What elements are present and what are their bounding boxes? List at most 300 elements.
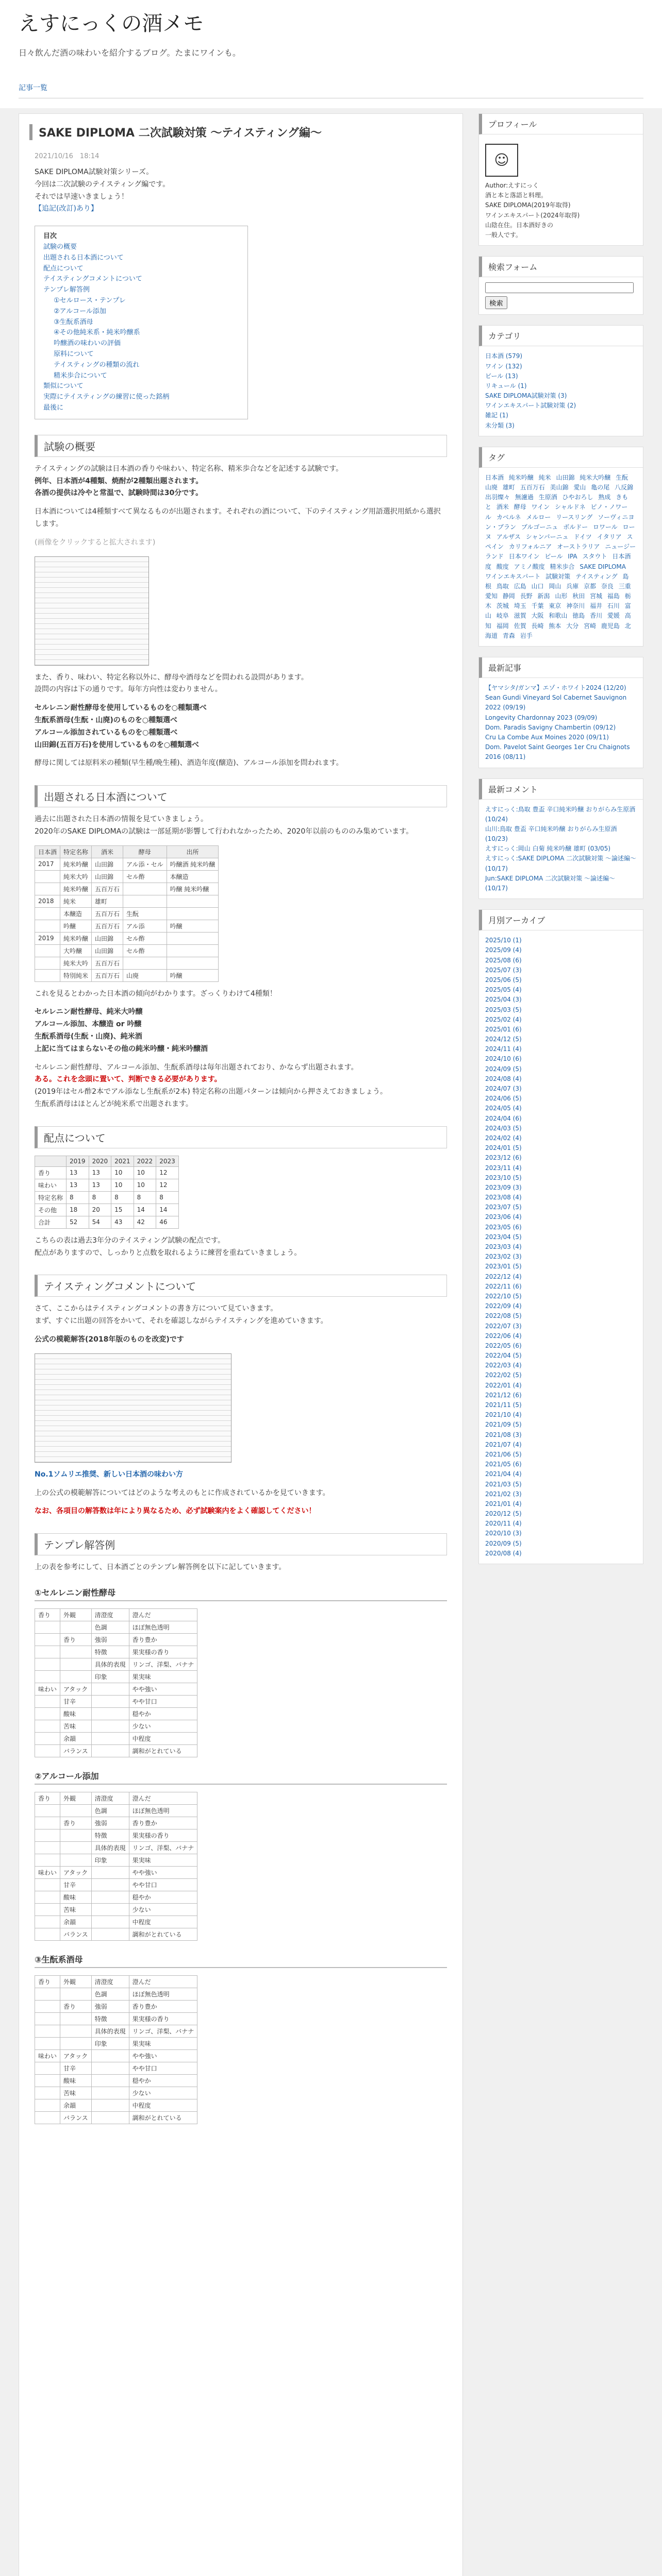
tag-link[interactable]: ローヌ <box>485 523 635 540</box>
table-cell: 生酛 <box>123 907 167 920</box>
archive-link[interactable]: 2022/12 (4) <box>485 1273 522 1280</box>
tag-link[interactable]: シャンパーニュ <box>525 533 569 540</box>
tag-link[interactable]: ソーヴィニヨン・ブラン <box>485 513 635 531</box>
tag-link[interactable]: 徳島 <box>572 612 585 620</box>
tag-link[interactable]: 八反錦 <box>615 484 634 491</box>
tag-link[interactable]: 長野 <box>520 592 533 600</box>
table-cell: 甘辛 <box>60 1879 92 1891</box>
tag-link[interactable]: 大阪 <box>531 612 544 620</box>
table-cell <box>167 957 219 969</box>
comment-link[interactable]: えすにっく:鳥取 豊盃 辛口純米吟醸 おりがらみ生原酒 (10/24) <box>485 805 636 823</box>
text: 配点がありますので、しっかりと点数を取れるように練習を重ねていきましょう。 <box>35 1248 302 1257</box>
table-cell <box>60 2025 92 2038</box>
tag-link[interactable]: 兵庫 <box>566 582 579 590</box>
table-cell: 色調 <box>91 1621 129 1634</box>
archive-link[interactable]: 2025/02 (4) <box>485 1015 522 1023</box>
tag-link[interactable]: ワインエキスパート <box>485 572 541 580</box>
tag-link[interactable]: 山口 <box>531 582 544 590</box>
table-cell: 14 <box>134 1204 156 1216</box>
table-cell: 10 <box>134 1179 156 1191</box>
archive-link[interactable]: 2025/10 (1) <box>485 937 522 944</box>
toc-item[interactable]: 実際にテイスティングの練習に使った銘柄 <box>43 393 170 401</box>
table-cell: バランス <box>60 2112 92 2124</box>
archive-link[interactable]: 2021/04 (4) <box>485 1470 522 1478</box>
table-cell: 苦味 <box>60 2087 92 2099</box>
table-row <box>35 1166 179 1179</box>
archive-link[interactable]: 2025/09 (4) <box>485 946 522 954</box>
tag-link[interactable]: 生原酒 <box>538 494 557 501</box>
archive-link[interactable]: 2021/05 (6) <box>485 1461 522 1468</box>
table-cell: 2019 <box>35 932 60 944</box>
table-cell: 大吟醸 <box>60 944 92 957</box>
model-answer-image[interactable] <box>35 1353 231 1463</box>
toc-subitem[interactable]: 吟醸酒の味わいの評価 <box>54 340 121 348</box>
table-row <box>35 1696 197 1708</box>
archive-link[interactable]: 2022/03 (4) <box>485 1362 522 1369</box>
toc-item[interactable]: 類似について <box>43 382 84 391</box>
text: 2020年のSAKE DIPLOMAの試験は一部延期が影響して行われなかったため、2020年以前のもののみ集めています。 <box>35 827 413 836</box>
table-cell: ほぼ無色透明 <box>129 1988 197 2001</box>
widget-title: 月別アーカイブ <box>479 910 643 930</box>
tag-link[interactable]: カベルネ <box>496 513 521 521</box>
table-cell: 五百万石 <box>92 969 123 981</box>
tag-link[interactable]: 無濾過 <box>515 494 534 501</box>
table-cell <box>35 1854 60 1867</box>
archive-link[interactable]: 2020/08 (4) <box>485 1549 522 1557</box>
table-cell <box>35 1621 60 1634</box>
archive-link[interactable]: 2022/04 (5) <box>485 1352 522 1360</box>
toc-item[interactable]: 最後に <box>43 403 64 412</box>
tag-link[interactable]: 熟成 <box>598 494 611 501</box>
recent-post-link[interactable]: Longevity Chardonnay 2023 (09/09) <box>485 714 598 721</box>
table-cell: 香り豊か <box>129 1817 197 1829</box>
table-cell <box>35 870 60 883</box>
tag-link[interactable]: きもと <box>485 494 628 511</box>
archive-link[interactable]: 2023/01 (5) <box>485 1263 522 1270</box>
toc-subitem[interactable]: 原料について <box>54 350 94 358</box>
archive-link[interactable]: 2024/07 (3) <box>485 1085 522 1092</box>
tag-link[interactable]: 酵母 <box>514 503 526 511</box>
archive-link[interactable]: 2021/01 (4) <box>485 1500 522 1507</box>
archive-link[interactable]: 2020/12 (5) <box>485 1510 522 1518</box>
archive-link[interactable]: 2024/05 (4) <box>485 1105 522 1112</box>
table-row <box>35 1817 197 1829</box>
archive-link[interactable]: 2022/05 (6) <box>485 1342 522 1349</box>
category-link[interactable]: ワイン (132) <box>485 362 522 370</box>
table-cell <box>35 2075 60 2087</box>
table-cell <box>91 1916 129 1928</box>
archive-link[interactable]: 2023/10 (5) <box>485 1174 522 1181</box>
table-cell <box>60 1805 92 1817</box>
column-header <box>35 1156 67 1166</box>
table-cell: 8 <box>156 1191 179 1204</box>
tag-link[interactable]: カリフォルニア <box>508 543 552 551</box>
table-cell: 少ない <box>129 1720 197 1733</box>
table-cell: 香り <box>35 1166 67 1179</box>
tag-link[interactable]: 愛山 <box>573 484 586 491</box>
tag-link[interactable]: 宮崎 <box>584 622 597 630</box>
table-cell: 山田錦 <box>92 944 123 957</box>
tag-link[interactable]: 美山錦 <box>550 484 569 491</box>
archive-link[interactable]: 2024/02 (4) <box>485 1134 522 1142</box>
toc-item[interactable]: テイスティングコメントについて <box>43 275 142 283</box>
tag-link[interactable]: 岐阜 <box>496 612 509 620</box>
category-link[interactable]: ビール (13) <box>485 372 518 380</box>
table-cell: 強弱 <box>91 1817 129 1829</box>
tag-link[interactable]: スペイン <box>485 533 633 551</box>
table-cell: やや甘口 <box>129 1696 197 1708</box>
archive-link[interactable]: 2023/02 (3) <box>485 1253 522 1261</box>
table-cell: 印象 <box>91 1671 129 1683</box>
tag-link[interactable]: 佐賀 <box>514 622 526 630</box>
table-cell: バランス <box>60 1928 92 1941</box>
tag-link[interactable]: 広島 <box>514 582 526 590</box>
table-cell: 苦味 <box>60 1904 92 1916</box>
tag-link[interactable]: リースリング <box>556 513 593 521</box>
tag-link[interactable]: 新潟 <box>537 592 550 600</box>
tag-link[interactable]: 愛知 <box>485 592 498 600</box>
tag-link[interactable]: 日本酒度 <box>485 553 631 570</box>
tag-link[interactable]: 生酛 <box>616 473 628 481</box>
table-cell <box>35 1891 60 1904</box>
paragraph <box>35 1062 447 1111</box>
archive-link[interactable]: 2025/04 (3) <box>485 996 522 1004</box>
table-cell: 穏やか <box>129 1708 197 1720</box>
archive-link[interactable]: 2022/09 (4) <box>485 1302 522 1310</box>
tag-link[interactable]: 北海道 <box>485 622 631 639</box>
answer-sheet-image[interactable] <box>35 556 149 666</box>
intro-line: 今回は二次試験のテイスティング編です。 <box>35 180 170 189</box>
archive-link[interactable]: 2024/12 (5) <box>485 1036 522 1043</box>
recent-post-link[interactable]: Sean Gundi Vineyard Sol Cabernet Sauvignon 2022 (09/19) <box>485 694 627 711</box>
archive-link[interactable]: 2022/08 (5) <box>485 1312 522 1320</box>
tag-link[interactable]: 宮城 <box>590 592 603 600</box>
table-cell: 酸味 <box>60 2075 92 2087</box>
search-widget <box>478 256 643 315</box>
tag-link[interactable]: 長崎 <box>531 622 544 630</box>
archive-link[interactable]: 2024/11 (4) <box>485 1045 522 1053</box>
tag-link[interactable]: シャルドネ <box>555 503 586 511</box>
tag-link[interactable]: 和歌山 <box>549 612 568 620</box>
image-caption: (画像をクリックすると拡大されます) <box>35 538 156 547</box>
table-cell: 吟醸 <box>167 969 219 981</box>
tag-link[interactable]: 山廃 <box>485 484 498 491</box>
table-header-row <box>35 845 219 858</box>
site-title[interactable]: えすにっくの酒メモ <box>19 12 204 36</box>
archive-link[interactable]: 2021/06 (5) <box>485 1450 522 1458</box>
table-cell: 15 <box>111 1204 134 1216</box>
comment-link[interactable]: えすにっく:SAKE DIPLOMA 二次試験対策 〜論述編〜 (10/17) <box>485 855 637 872</box>
tag-link[interactable]: イタリア <box>597 533 622 540</box>
tag-link[interactable]: 千葉 <box>531 602 544 610</box>
archive-link[interactable]: 2023/09 (3) <box>485 1183 522 1191</box>
tag-link[interactable]: ドイツ <box>573 533 592 540</box>
table-cell: 純米吟醸 <box>60 858 92 870</box>
tag-link[interactable]: 京都 <box>584 582 597 590</box>
category-link[interactable]: 日本酒 (579) <box>485 352 523 360</box>
table-cell: その他 <box>35 1204 67 1216</box>
table-cell: 特徴 <box>91 1646 129 1658</box>
search-button[interactable]: 検索 <box>485 296 507 309</box>
archive-link[interactable]: 2021/10 (4) <box>485 1411 522 1419</box>
archive-link[interactable]: 2020/09 (5) <box>485 1539 522 1547</box>
archive-link[interactable]: 2021/08 (3) <box>485 1431 522 1438</box>
tag-link[interactable]: ニュージーランド <box>485 543 636 561</box>
archive-link[interactable]: 2024/09 (5) <box>485 1065 522 1073</box>
table-row <box>35 1904 197 1916</box>
archive-link[interactable]: 2023/06 (4) <box>485 1213 522 1221</box>
archive-link[interactable]: 2023/05 (6) <box>485 1223 522 1231</box>
table-cell: 甘辛 <box>60 1696 92 1708</box>
tag-link[interactable]: メルロー <box>526 513 551 521</box>
archive-link[interactable]: 2022/10 (5) <box>485 1292 522 1300</box>
tag-link[interactable]: 奈良 <box>601 582 614 590</box>
tag-link[interactable]: 酒米 <box>496 503 509 511</box>
tag-link[interactable]: 岩手 <box>520 632 533 639</box>
table-cell: 澄んだ <box>129 1609 197 1621</box>
category-link[interactable]: ワインエキスパート試験対策 (2) <box>485 402 576 410</box>
tag-link[interactable]: 試験対策 <box>545 572 571 580</box>
archive-list <box>479 930 643 1564</box>
table-row <box>35 2087 197 2099</box>
intro-line: それでは早速いきましょう！ <box>35 192 128 201</box>
image-caption: 公式の模範解答(2018年版のものを改変)です <box>35 1335 184 1344</box>
toc-item[interactable]: 出題される日本酒について <box>43 253 124 262</box>
category-link[interactable]: 未分類 (3) <box>485 421 515 429</box>
comment-link[interactable]: 山川:鳥取 豊盃 辛口純米吟醸 おりがらみ生原酒 (10/23) <box>485 825 617 843</box>
toc-item[interactable]: 試験の概要 <box>43 243 77 251</box>
table-cell: 8 <box>111 1191 134 1204</box>
archive-link[interactable]: 2022/02 (5) <box>485 1371 522 1379</box>
tag-link[interactable]: オーストラリア <box>557 543 600 551</box>
tag-link[interactable]: アルザス <box>496 533 521 540</box>
tag-link[interactable]: 日本酒 <box>485 473 504 481</box>
archive-link[interactable]: 2021/02 (3) <box>485 1490 522 1498</box>
archive-link[interactable]: 2024/08 (4) <box>485 1075 522 1082</box>
tag-link[interactable]: ビール <box>544 553 563 561</box>
table-cell: 13 <box>67 1166 89 1179</box>
tag-link[interactable]: 富山 <box>485 602 631 620</box>
toc-subitem[interactable]: テイスティングの種類の流れ <box>54 361 140 369</box>
archive-link[interactable]: 2025/06 (5) <box>485 976 522 984</box>
table-cell: 山廃 <box>123 969 167 981</box>
table-cell: ほぼ無色透明 <box>129 1621 197 1634</box>
tag-link[interactable]: 愛媛 <box>607 612 620 620</box>
tag-link[interactable]: 出羽燦々 <box>485 494 510 501</box>
toc-subitem[interactable]: 精米歩合について <box>54 371 107 380</box>
table-cell: 8 <box>89 1191 111 1204</box>
table-cell <box>35 1696 60 1708</box>
table-row <box>35 1609 197 1621</box>
archive-link[interactable]: 2022/07 (3) <box>485 1322 522 1330</box>
category-link[interactable]: 雑記 (1) <box>485 412 508 419</box>
table-cell <box>60 2013 92 2025</box>
table-cell: 吟醸 <box>167 920 219 932</box>
table-cell <box>35 944 60 957</box>
tag-link[interactable]: 亀の尾 <box>591 484 610 491</box>
archive-link[interactable]: 2022/11 (6) <box>485 1282 522 1290</box>
tag-link[interactable]: 鳥取 <box>496 582 509 590</box>
table-row <box>35 944 219 957</box>
table-cell: 純米大吟 <box>60 870 92 883</box>
tag-link[interactable]: 茨城 <box>496 602 509 610</box>
tag-link[interactable]: 雄町 <box>502 484 515 491</box>
profile-line: 酒と本と落語と料理。 <box>485 192 548 199</box>
tag-link[interactable]: 純米吟醸 <box>508 473 534 481</box>
pattern-list <box>35 1006 447 1055</box>
comment-link[interactable]: Jun:SAKE DIPLOMA 二次試験対策 〜論述編〜 (10/17) <box>485 874 616 892</box>
table-cell <box>91 2062 129 2075</box>
table-cell: 吟醸 純米吟醸 <box>167 883 219 895</box>
toc-subitem[interactable]: ④その他純米系・純米吟醸系 <box>54 329 140 337</box>
tag-link[interactable]: 大分 <box>566 622 579 630</box>
archive-link[interactable]: 2023/04 (5) <box>485 1233 522 1241</box>
search-input[interactable] <box>485 282 634 293</box>
tag-link[interactable]: 高知 <box>485 612 631 630</box>
archive-link[interactable]: 2024/03 (5) <box>485 1124 522 1132</box>
list-item: アルコール添加されているものを○種類選べ <box>35 728 178 737</box>
archive-link[interactable]: 2023/08 (4) <box>485 1194 522 1201</box>
archive-link[interactable]: 2025/08 (6) <box>485 956 522 964</box>
archive-link[interactable]: 2023/11 (4) <box>485 1164 522 1172</box>
tag-link[interactable]: 福岡 <box>496 622 509 630</box>
table-cell: 色調 <box>91 1805 129 1817</box>
archive-link[interactable]: 2025/07 (3) <box>485 966 522 974</box>
tag-link[interactable]: 熊本 <box>549 622 561 630</box>
tag-link[interactable]: 滋賀 <box>514 612 526 620</box>
tag-link[interactable]: 神奈川 <box>566 602 585 610</box>
table-cell <box>35 1904 60 1916</box>
table-cell <box>91 2087 129 2099</box>
paragraph: 上の公式の模範解答についてはどのような考えのもとに作成されているかを見ていきます。 <box>35 1488 330 1497</box>
tag-link[interactable]: ピノ・ノワール <box>485 503 628 521</box>
tag-link[interactable]: ひやおろし <box>562 494 593 501</box>
nav-article-list[interactable]: 記事一覧 <box>19 84 47 92</box>
table-cell: 味わい <box>35 1179 67 1191</box>
tag-link[interactable]: 精米歩合 <box>550 563 575 570</box>
archive-link[interactable]: 2021/07 (4) <box>485 1440 522 1448</box>
comment-link[interactable]: えすにっく:岡山 白菊 純米吟醸 雄町 (03/05) <box>485 845 611 853</box>
archive-link[interactable]: 2022/01 (4) <box>485 1381 522 1389</box>
category-link[interactable]: リキュール (1) <box>485 382 527 389</box>
toc-item[interactable]: テンプレ解答例 <box>43 286 90 294</box>
tag-link[interactable]: テイスティング <box>575 572 618 580</box>
tag-link[interactable]: アミノ酸度 <box>514 563 545 570</box>
tag-link[interactable]: 鹿児島 <box>601 622 620 630</box>
tag-link[interactable]: ワイン <box>531 503 550 511</box>
archive-link[interactable]: 2024/01 (5) <box>485 1144 522 1152</box>
tag-link[interactable]: 秋田 <box>572 592 585 600</box>
table-row <box>35 1708 197 1720</box>
book-link[interactable]: No.1ソムリエ推奨、新しい日本酒の味わい方 <box>35 1470 183 1479</box>
archive-link[interactable]: 2023/07 (5) <box>485 1204 522 1211</box>
table-cell: 余韻 <box>60 1733 92 1745</box>
table-cell: 酸味 <box>60 1891 92 1904</box>
archive-link[interactable]: 2020/10 (3) <box>485 1530 522 1537</box>
recent-post-link[interactable]: Dom. Paradis Savigny Chambertin (09/12) <box>485 723 616 731</box>
table-row <box>35 1854 197 1867</box>
table-cell <box>35 1842 60 1854</box>
table-cell: 五百万石 <box>92 957 123 969</box>
tag-link[interactable]: 石川 <box>607 602 620 610</box>
text: セルレニン耐性酵母、アルコール添加、生酛系酒母は毎年出題されており、かならず出題されます。 <box>35 1063 358 1072</box>
archive-link[interactable]: 2023/12 (6) <box>485 1154 522 1162</box>
tag-link[interactable]: ブルゴーニュ <box>521 523 558 531</box>
tag-link[interactable]: 五百万石 <box>520 484 545 491</box>
archive-link[interactable]: 2021/03 (5) <box>485 1480 522 1488</box>
tag-link[interactable]: 福井 <box>590 602 603 610</box>
table-row <box>35 2038 197 2050</box>
table-cell <box>35 2062 60 2075</box>
tag-link[interactable]: 静岡 <box>502 592 515 600</box>
archive-link[interactable]: 2025/01 (6) <box>485 1025 522 1033</box>
archive-link[interactable]: 2021/11 (5) <box>485 1401 522 1409</box>
tag-link[interactable]: 福島 <box>607 592 620 600</box>
table-row <box>35 907 219 920</box>
tag-link[interactable]: スタウト <box>582 553 607 561</box>
tag-link[interactable]: 酸度 <box>496 563 509 570</box>
tag-link[interactable]: 山田錦 <box>556 473 575 481</box>
archive-link[interactable]: 2024/06 (5) <box>485 1095 522 1103</box>
archive-link[interactable]: 2023/03 (4) <box>485 1243 522 1250</box>
table-cell <box>35 1720 60 1733</box>
tag-link[interactable]: IPA <box>568 553 577 561</box>
tag-link[interactable]: ボルドー <box>563 523 588 531</box>
table-cell: 穏やか <box>129 1891 197 1904</box>
tag-link[interactable]: 岡山 <box>549 582 561 590</box>
tag-link[interactable]: 山形 <box>555 592 568 600</box>
tag-link[interactable]: 栃木 <box>485 592 631 610</box>
archive-link[interactable]: 2024/10 (6) <box>485 1055 522 1063</box>
tag-link[interactable]: 三重 <box>618 582 631 590</box>
table-row <box>35 1204 179 1216</box>
tag-link[interactable]: SAKE DIPLOMA <box>580 563 626 570</box>
table-row <box>35 1867 197 1879</box>
category-link[interactable]: SAKE DIPLOMA試験対策 (3) <box>485 392 567 400</box>
recent-post-link[interactable]: 【ヤマシタ/ガンマ】エゾ・ホワイト2024 (12/20) <box>485 684 626 691</box>
table-cell: 果実様の香り <box>129 2013 197 2025</box>
archive-link[interactable]: 2021/12 (6) <box>485 1391 522 1399</box>
archive-link[interactable]: 2024/04 (6) <box>485 1114 522 1122</box>
tag-link[interactable]: 香川 <box>590 612 603 620</box>
archive-link[interactable]: 2020/11 (4) <box>485 1520 522 1528</box>
tag-link[interactable]: 埼玉 <box>514 602 526 610</box>
toc-item[interactable]: 配点について <box>43 264 84 273</box>
widget-title: 検索フォーム <box>479 257 643 277</box>
tag-link[interactable]: 純米 <box>538 473 551 481</box>
archive-link[interactable]: 2025/03 (5) <box>485 1006 522 1013</box>
tag-link[interactable]: 日本ワイン <box>508 553 540 561</box>
toc-subitem[interactable]: ①セルロース・テンプレ <box>54 296 126 304</box>
tag-link[interactable]: 島根 <box>485 572 629 590</box>
tag-link[interactable]: ロワール <box>593 523 618 531</box>
archive-link[interactable]: 2025/05 (4) <box>485 986 522 994</box>
subsection-heading: ①セルレニン耐性酵母 <box>35 1586 447 1601</box>
table-row <box>35 969 219 981</box>
recent-post-link[interactable]: Cru La Combe Aux Moines 2020 (09/11) <box>485 733 609 741</box>
tag-link[interactable]: 純米大吟醸 <box>580 473 611 481</box>
toc-subitem[interactable]: ②アルコール添加 <box>54 307 106 315</box>
archive-link[interactable]: 2022/06 (4) <box>485 1332 522 1340</box>
table-cell: アタック <box>60 2050 92 2062</box>
tag-link[interactable]: 東京 <box>549 602 561 610</box>
toc-subitem[interactable]: ③生酛系酒母 <box>54 318 93 326</box>
recent-post-link[interactable]: Dom. Pavelot Saint Georges 1er Cru Chaignots 2016 (08/11) <box>485 743 630 761</box>
tag-link[interactable]: 青森 <box>502 632 515 639</box>
archive-link[interactable]: 2021/09 (5) <box>485 1421 522 1429</box>
table-cell <box>123 957 167 969</box>
table-row <box>35 858 219 870</box>
